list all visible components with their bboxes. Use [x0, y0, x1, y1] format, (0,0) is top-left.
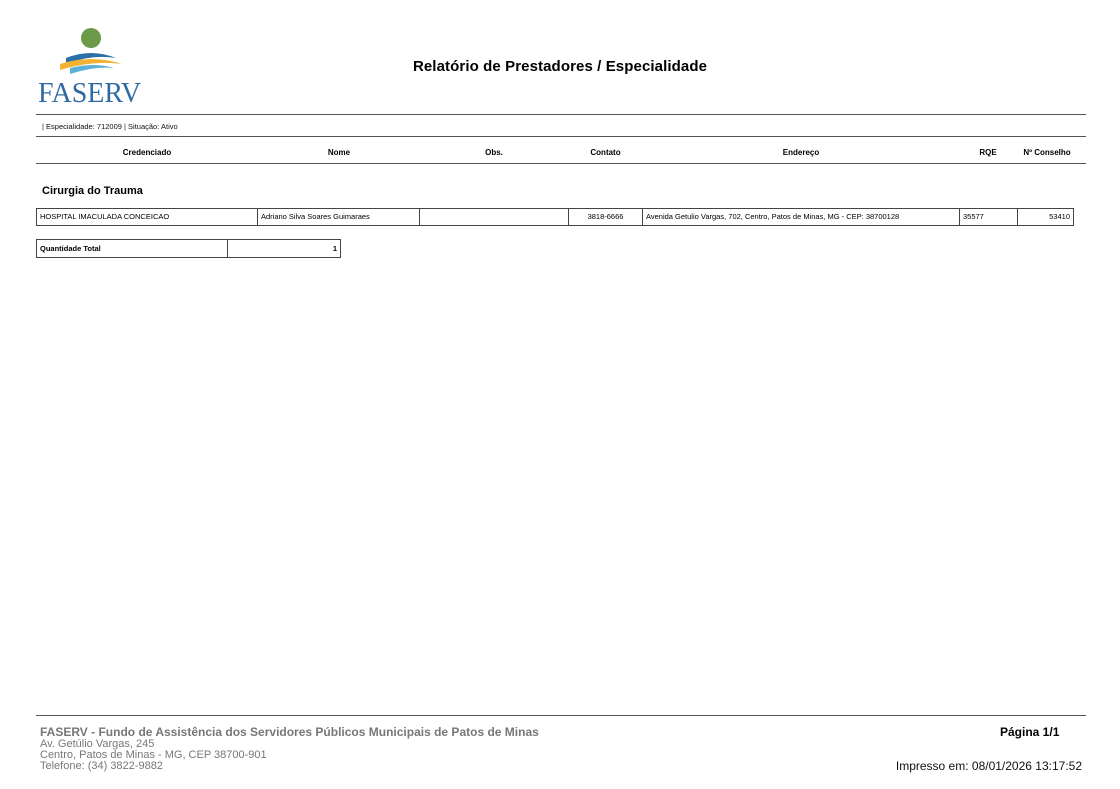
page-number: Página 1/1	[1000, 725, 1060, 739]
cell-nome: Adriano Silva Soares Guimaraes	[257, 208, 420, 226]
cell-credenciado: HOSPITAL IMACULADA CONCEICAO	[36, 208, 258, 226]
column-header-credenciado: Credenciado	[122, 148, 172, 157]
footer-phone: Telefone: (34) 3822-9882	[40, 760, 163, 772]
svg-text:FASERV: FASERV	[38, 78, 142, 106]
cell-conselho: 53410	[1017, 208, 1074, 226]
cell-rqe: 35577	[959, 208, 1018, 226]
columns-divider	[36, 163, 1086, 164]
column-header-nome: Nome	[327, 148, 351, 157]
footer-address-line2: Centro, Patos de Minas - MG, CEP 38700-901	[40, 749, 267, 761]
column-header-obs: Obs.	[485, 148, 503, 157]
printed-timestamp: Impresso em: 08/01/2026 13:17:52	[895, 759, 1082, 773]
cell-obs	[419, 208, 569, 226]
filter-divider	[36, 136, 1086, 137]
column-header-endereco: Endereço	[782, 148, 820, 157]
footer-address-line1: Av. Getúlio Vargas, 245	[40, 738, 155, 750]
column-header-contato: Contato	[590, 148, 621, 157]
cell-contato: 3818-6666	[568, 208, 643, 226]
report-title: Relatório de Prestadores / Especialidade	[412, 58, 708, 75]
filter-summary: | Especialidade: 712009 | Situação: Ativo	[42, 122, 178, 131]
group-title: Cirurgia do Trauma	[42, 185, 143, 197]
footer-divider	[36, 715, 1086, 716]
column-header-rqe: RQE	[979, 148, 997, 157]
total-value: 1	[227, 239, 341, 258]
total-label: Quantidade Total	[36, 239, 228, 258]
footer-organization: FASERV - Fundo de Assistência dos Servidores Públicos Municipais de Patos de Minas	[40, 725, 539, 739]
column-header-conselho: Nº Conselho	[1023, 148, 1071, 157]
cell-endereco: Avenida Getulio Vargas, 702, Centro, Patos de Minas, MG - CEP: 38700128	[642, 208, 960, 226]
header-divider	[36, 114, 1086, 115]
